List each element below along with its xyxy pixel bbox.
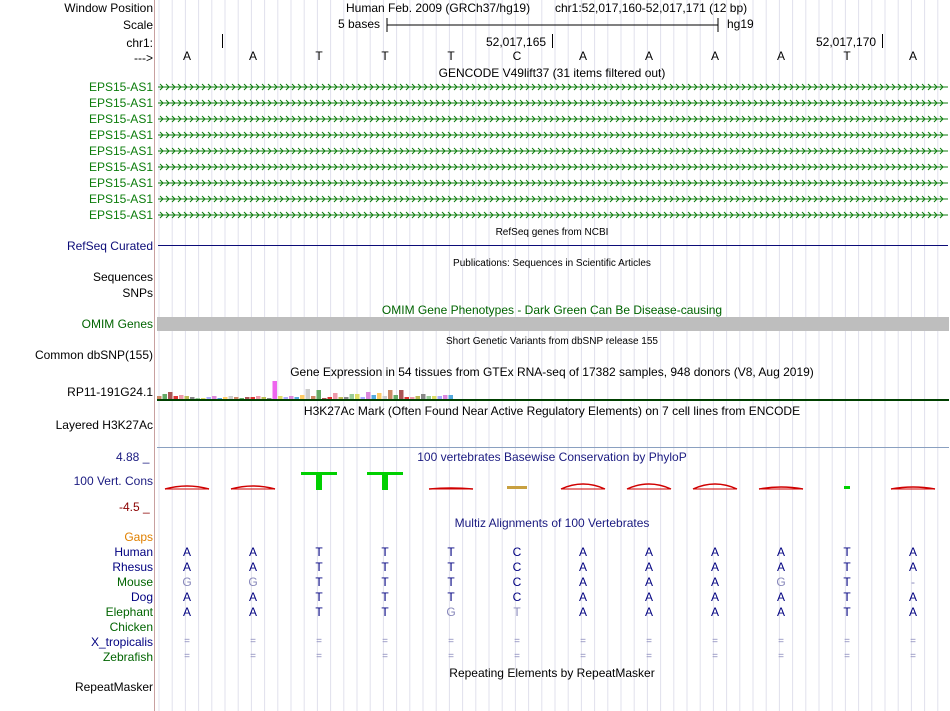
refseq-gene-line[interactable] [158, 245, 948, 246]
alignment-base: = [646, 636, 652, 647]
h3k27ac-baseline [157, 447, 949, 448]
alignment-base: A [578, 575, 587, 589]
gencode-item-label[interactable]: EPS15-AS1 [88, 192, 153, 206]
gencode-transcript[interactable] [158, 210, 948, 220]
alignment-base: T [843, 545, 851, 559]
coord-tick-left [222, 34, 223, 48]
alignment-base: C [512, 545, 522, 559]
alignment-base: A [908, 605, 917, 619]
alignment-base: T [843, 605, 851, 619]
alignment-base: G [182, 575, 192, 589]
alignment-species-label[interactable]: Zebrafish [102, 650, 153, 664]
reference-base: A [248, 49, 257, 63]
alignment-base: T [447, 560, 455, 574]
alignment-base: A [578, 605, 587, 619]
alignment-base: A [776, 560, 785, 574]
alignment-base: T [447, 575, 455, 589]
gtex-bar [388, 390, 393, 399]
alignment-base: T [843, 575, 851, 589]
alignment-species-label[interactable]: Elephant [105, 605, 153, 619]
gtex-expression-bars[interactable] [157, 378, 457, 400]
refseq-label[interactable]: RefSeq Curated [66, 239, 153, 253]
alignment-base: G [446, 605, 456, 619]
alignment-base: T [843, 590, 851, 604]
coord-tick-1 [552, 34, 553, 48]
alignment-base: A [644, 545, 653, 559]
alignment-base: A [248, 605, 257, 619]
alignment-base: = [382, 651, 388, 662]
alignment-base: T [381, 545, 389, 559]
repeatmasker-label[interactable]: RepeatMasker [74, 680, 153, 694]
reference-base: T [315, 49, 323, 63]
phylop-track-title[interactable]: 100 vertebrates Basewise Conservation by PhyloP [417, 450, 687, 464]
alignment-base: = [448, 651, 454, 662]
alignment-base: = [514, 636, 520, 647]
strand-label: ---> [134, 51, 153, 65]
alignment-base: A [710, 590, 719, 604]
alignment-base: = [646, 651, 652, 662]
alignment-base: A [182, 605, 191, 619]
phylop-small-score [844, 486, 850, 489]
alignment-base: A [182, 545, 191, 559]
h3k27ac-label[interactable]: Layered H3K27Ac [55, 418, 153, 432]
gencode-item-label[interactable]: EPS15-AS1 [88, 208, 153, 222]
alignment-base: C [512, 590, 522, 604]
alignment-base: C [512, 560, 522, 574]
reference-base: A [710, 49, 719, 63]
label-separator [154, 0, 155, 711]
alignment-species-label[interactable]: Dog [130, 590, 153, 604]
gencode-transcript[interactable] [158, 146, 948, 156]
alignment-base: A [644, 560, 653, 574]
alignment-base: T [381, 605, 389, 619]
reference-base: T [843, 49, 851, 63]
alignment-base: A [578, 545, 587, 559]
alignment-base: A [710, 575, 719, 589]
alignment-base: T [381, 590, 389, 604]
phylop-small-score [507, 486, 527, 489]
alignment-base: = [844, 636, 850, 647]
alignment-base: = [910, 636, 916, 647]
gencode-track-title[interactable]: GENCODE V49lift37 (31 items filtered out) [438, 66, 666, 80]
coord-label-2: 52,017,170 [816, 35, 877, 49]
alignment-base: T [381, 560, 389, 574]
gencode-transcript[interactable] [158, 114, 948, 124]
phylop-positive-score [301, 472, 337, 490]
gencode-transcript[interactable] [158, 194, 948, 204]
alignment-base: = [184, 651, 190, 662]
alignment-base: A [644, 575, 653, 589]
alignment-base: G [776, 575, 786, 589]
alignment-base: = [250, 636, 256, 647]
multiz-track-title[interactable]: Multiz Alignments of 100 Vertebrates [454, 516, 650, 530]
alignment-base: A [644, 590, 653, 604]
gtex-bar [317, 390, 322, 399]
alignment-species-label[interactable]: Chicken [109, 620, 153, 634]
position-readout: chr1:52,017,160-52,017,171 (12 bp) [555, 1, 748, 15]
alignment-base: A [182, 590, 191, 604]
reference-base: A [644, 49, 653, 63]
gtex-bar [399, 390, 404, 399]
gencode-item-label[interactable]: EPS15-AS1 [88, 80, 153, 94]
alignment-base: T [315, 590, 323, 604]
alignment-base: A [710, 605, 719, 619]
phylop-plot[interactable] [156, 464, 950, 504]
alignment-base: A [248, 560, 257, 574]
gencode-item-label[interactable]: EPS15-AS1 [88, 160, 153, 174]
reference-base: T [447, 49, 455, 63]
scale-label: Scale [122, 18, 153, 32]
alignment-base: T [447, 590, 455, 604]
gencode-transcript[interactable] [158, 98, 948, 108]
alignment-base: A [908, 590, 917, 604]
reference-base: A [776, 49, 785, 63]
gencode-transcript[interactable] [158, 82, 948, 92]
phylop-max-label: 4.88 _ [116, 450, 150, 464]
gencode-item-label[interactable]: EPS15-AS1 [88, 112, 153, 126]
reference-base: C [512, 49, 522, 63]
scale-bar [385, 16, 721, 34]
alignment-base: T [315, 575, 323, 589]
coord-tick-2 [882, 34, 883, 48]
alignment-base: = [712, 636, 718, 647]
alignment-base: A [776, 605, 785, 619]
gencode-item-label[interactable]: EPS15-AS1 [88, 96, 153, 110]
gtex-bar [366, 392, 371, 399]
alignment-base: A [248, 590, 257, 604]
omim-track-title[interactable]: OMIM Gene Phenotypes - Dark Green Can Be Disease-causing [381, 303, 723, 317]
alignment-base: = [184, 636, 190, 647]
alignment-base: A [578, 560, 587, 574]
alignment-base: = [382, 636, 388, 647]
alignment-base: = [316, 651, 322, 662]
alignment-base: G [248, 575, 258, 589]
alignment-base: = [844, 651, 850, 662]
alignment-base: = [778, 651, 784, 662]
alignment-base: = [514, 651, 520, 662]
alignment-base: A [710, 545, 719, 559]
alignment-base: A [776, 545, 785, 559]
alignment-base: T [315, 560, 323, 574]
snps-label[interactable]: SNPs [122, 286, 153, 300]
gencode-item-label[interactable]: EPS15-AS1 [88, 144, 153, 158]
alignment-base: A [644, 605, 653, 619]
alignment-base: A [908, 560, 917, 574]
phylop-negative-score [627, 484, 671, 489]
alignment-base: = [580, 651, 586, 662]
phylop-negative-score [693, 484, 737, 489]
alignment-base: T [843, 560, 851, 574]
reference-base: T [381, 49, 389, 63]
alignment-base: T [315, 605, 323, 619]
gtex-gene-line[interactable] [157, 399, 949, 401]
dbsnp-track-title[interactable]: Short Genetic Variants from dbSNP release 155 [446, 336, 658, 347]
alignment-base: = [778, 636, 784, 647]
refseq-track-title[interactable]: RefSeq genes from NCBI [495, 227, 609, 238]
gtex-bar [168, 392, 173, 399]
scale-text: 5 bases [338, 17, 381, 31]
coord-label-1: 52,017,165 [486, 35, 547, 49]
phylop-label[interactable]: 100 Vert. Cons [73, 474, 153, 488]
window-position-label: Window Position [64, 1, 153, 15]
alignment-base: = [580, 636, 586, 647]
alignment-species-label[interactable]: Human [114, 545, 153, 559]
alignment-base: A [710, 560, 719, 574]
repeatmasker-track-title[interactable]: Repeating Elements by RepeatMasker [449, 666, 655, 680]
omim-gene-bar[interactable] [157, 317, 949, 331]
alignment-base: = [316, 636, 322, 647]
gtex-bar [306, 389, 311, 399]
alignment-species-label[interactable]: Mouse [116, 575, 153, 589]
phylop-min-label: -4.5 _ [119, 500, 150, 514]
alignment-base: T [513, 605, 521, 619]
publications-track-title[interactable]: Publications: Sequences in Scientific Articles [453, 258, 651, 269]
sequences-label[interactable]: Sequences [92, 270, 153, 284]
gtex-bar [273, 381, 278, 399]
gencode-item-label[interactable]: EPS15-AS1 [88, 176, 153, 190]
reference-base: A [182, 49, 191, 63]
alignment-species-label[interactable]: Rhesus [112, 560, 153, 574]
assembly-title: Human Feb. 2009 (GRCh37/hg19) [346, 1, 531, 15]
alignment-base: = [712, 651, 718, 662]
gtex-label[interactable]: RP11-191G24.1 [67, 385, 153, 399]
gencode-transcript[interactable] [158, 130, 948, 140]
alignment-base: T [315, 545, 323, 559]
gencode-transcript[interactable] [158, 178, 948, 188]
alignment-base: = [910, 651, 916, 662]
alignment-base: A [182, 560, 191, 574]
alignment-base: A [248, 545, 257, 559]
reference-base: A [908, 49, 917, 63]
alignment-species-label[interactable]: X_tropicalis [90, 635, 153, 649]
alignment-base: A [776, 590, 785, 604]
alignment-base: T [381, 575, 389, 589]
dbsnp-label[interactable]: Common dbSNP(155) [34, 348, 153, 362]
gencode-item-label[interactable]: EPS15-AS1 [88, 128, 153, 142]
alignment-base: = [448, 636, 454, 647]
alignment-base: T [447, 545, 455, 559]
alignment-base: = [250, 651, 256, 662]
scale-db: hg19 [727, 17, 754, 31]
alignment-base: - [911, 575, 915, 589]
alignment-base: A [578, 590, 587, 604]
gencode-transcript[interactable] [158, 162, 948, 172]
phylop-positive-score [367, 472, 403, 490]
alignment-base: A [908, 545, 917, 559]
chrom-label: chr1: [126, 36, 153, 50]
h3k27ac-track-title[interactable]: H3K27Ac Mark (Often Found Near Active Regulatory Elements) on 7 cell lines from ENCODE [303, 404, 801, 418]
reference-base: A [578, 49, 587, 63]
gaps-label[interactable]: Gaps [124, 530, 153, 544]
alignment-base: C [512, 575, 522, 589]
phylop-negative-score [561, 484, 605, 489]
omim-label[interactable]: OMIM Genes [81, 317, 153, 331]
gtex-track-title[interactable]: Gene Expression in 54 tissues from GTEx RNA-seq of 17382 samples, 948 donors (V8, Aug 2019) [290, 365, 814, 379]
